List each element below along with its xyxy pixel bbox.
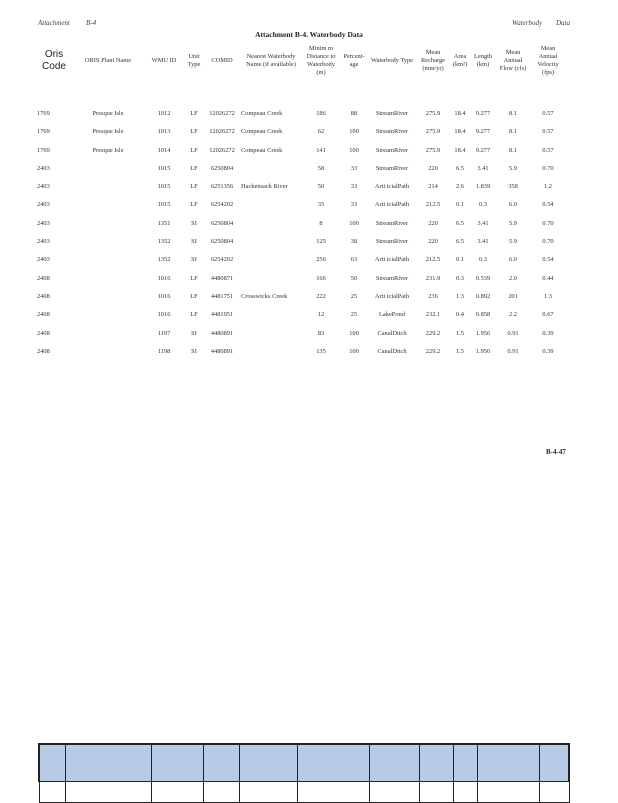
table-cell xyxy=(240,215,302,233)
table-cell: 6250804 xyxy=(210,164,234,172)
table-cell: 220 xyxy=(428,164,438,172)
table-cell: 2403 xyxy=(37,201,50,209)
table-cell: 1013 xyxy=(157,128,171,136)
table-cell: 9.277 xyxy=(475,110,491,117)
header-attachment-label: Attachment xyxy=(38,19,70,27)
page-title: Attachment B-4. Waterbody Data xyxy=(255,30,363,39)
table-row xyxy=(36,270,566,288)
table-cell: 0.44 xyxy=(542,274,554,282)
column-header: Waterbody Type xyxy=(370,57,414,64)
table-cell: 2.0 xyxy=(509,274,517,282)
table-cell: 220 xyxy=(428,238,438,246)
table-cell: StreamRiver xyxy=(375,146,409,154)
column-header: Percent-age xyxy=(343,53,365,68)
table-cell: 63 xyxy=(350,256,358,264)
table-cell: CanalDitch xyxy=(377,329,407,337)
column-header: Mean Recharge (mm/yr) xyxy=(420,49,445,72)
table-cell: 1016 xyxy=(157,274,171,282)
table-cell: LF xyxy=(190,164,198,172)
table-cell: 0.39 xyxy=(542,329,554,337)
table-cell: 6250804 xyxy=(210,219,234,227)
table-cell: 275.9 xyxy=(425,110,441,117)
table-cell: 100 xyxy=(349,146,359,154)
table-row xyxy=(36,325,566,343)
table-cell: LF xyxy=(190,292,198,300)
table-cell: 33 xyxy=(350,183,358,191)
table-cell: 229.2 xyxy=(425,329,441,337)
table-cell: Crosswicks Creek xyxy=(241,292,288,300)
table-cell: 1015 xyxy=(157,183,171,191)
table-cell: LF xyxy=(190,311,198,319)
table-cell: 38 xyxy=(350,238,358,246)
table-row xyxy=(36,233,566,251)
table-cell xyxy=(72,215,144,233)
footer-table-fragment xyxy=(38,743,570,803)
table-cell: 6254202 xyxy=(210,256,234,264)
table-cell: 0.57 xyxy=(542,128,554,136)
table-cell: 1.956 xyxy=(475,329,491,337)
column-header: Length (km) xyxy=(473,53,493,68)
table-row xyxy=(36,215,566,233)
table-cell: SI xyxy=(191,256,197,264)
table-cell: 0.54 xyxy=(542,256,554,264)
table-cell: 0.3 xyxy=(479,201,487,209)
table-cell: 18.4 xyxy=(454,110,466,117)
column-header: Nearest Waterbody Name (if available) xyxy=(246,53,296,68)
table-cell: 18.4 xyxy=(454,146,466,154)
table-cell xyxy=(72,343,144,361)
table-cell: 1352 xyxy=(157,256,171,264)
table-cell: LF xyxy=(190,274,198,282)
table-cell: 212.5 xyxy=(425,256,441,264)
table-cell: 0.57 xyxy=(542,110,554,117)
table-cell: 2408 xyxy=(37,274,50,282)
table-cell: 135 xyxy=(316,347,326,355)
table-cell: 33 xyxy=(350,201,358,209)
table-cell: 256 xyxy=(316,256,326,264)
table-cell: 3.41 xyxy=(477,219,489,227)
column-header: Oris Code xyxy=(42,49,66,72)
table-cell: 1.5 xyxy=(456,347,464,355)
table-cell: 3.41 xyxy=(477,238,489,246)
table-cell: Compeau Creek xyxy=(241,110,283,117)
table-cell xyxy=(240,160,302,178)
table-cell: 1197 xyxy=(157,329,171,337)
header-section-label: Waterbody xyxy=(512,19,543,27)
header-section-word: Data xyxy=(556,19,570,27)
table-cell: 1.956 xyxy=(475,347,491,355)
table-row xyxy=(36,123,566,141)
column-header: ORIS Plant Name xyxy=(84,57,132,64)
table-cell: 1769 xyxy=(37,110,50,117)
table-cell: 0.54 xyxy=(542,201,554,209)
table-cell: 1351 xyxy=(157,219,171,227)
table-cell: 9.277 xyxy=(475,146,491,154)
table-cell xyxy=(72,288,144,306)
table-cell: 12026272 xyxy=(209,128,235,136)
column-header: WMU ID xyxy=(151,57,177,64)
table-cell xyxy=(72,325,144,343)
column-header: Mean Annual Flow (cfs) xyxy=(499,49,527,72)
table-cell xyxy=(240,325,302,343)
table-cell: 100 xyxy=(349,128,359,136)
table-cell: Presque Isle xyxy=(92,128,124,136)
table-cell: 1016 xyxy=(157,292,171,300)
table-cell: 2403 xyxy=(37,183,50,191)
table-cell: 2403 xyxy=(37,238,50,246)
table-cell: LF xyxy=(190,146,198,154)
table-cell: 1.5 xyxy=(456,329,464,337)
table-cell: 275.9 xyxy=(425,146,441,154)
table-cell: 0.539 xyxy=(475,274,491,282)
table-cell: 8 xyxy=(319,219,323,227)
table-row xyxy=(36,306,566,324)
table-cell: 1.2 xyxy=(544,183,552,191)
table-cell: 0.1 xyxy=(456,256,464,264)
table-cell: 1015 xyxy=(157,201,171,209)
table-cell: StreamRiver xyxy=(375,128,409,136)
table-cell: 2408 xyxy=(37,329,50,337)
table-cell: LF xyxy=(190,183,198,191)
page-number: B-4-47 xyxy=(546,448,566,456)
table-cell: 2403 xyxy=(37,219,50,227)
table-cell: 0.91 xyxy=(507,347,519,355)
table-row xyxy=(36,142,566,160)
column-header: Area (km²) xyxy=(452,53,468,68)
table-cell xyxy=(240,343,302,361)
table-cell: 125 xyxy=(316,238,326,246)
table-cell: Arti icialPath xyxy=(374,183,410,191)
table-cell: 0.67 xyxy=(542,311,554,319)
table-cell xyxy=(72,251,144,269)
table-cell: 6.5 xyxy=(456,238,464,246)
table-cell xyxy=(240,251,302,269)
table-cell: 0.39 xyxy=(542,347,554,355)
table-cell: Compeau Creek xyxy=(241,146,283,154)
table-cell: 33 xyxy=(350,164,358,172)
table-cell: 1.839 xyxy=(475,183,491,191)
table-cell: 1015 xyxy=(157,164,171,172)
table-cell: 8.1 xyxy=(509,110,517,117)
table-cell: Hackensack River xyxy=(241,183,288,191)
table-cell xyxy=(72,306,144,324)
table-cell: 2.6 xyxy=(456,183,464,191)
table-cell: 1769 xyxy=(37,128,50,136)
table-cell: 201 xyxy=(508,292,518,300)
table-cell: 25 xyxy=(350,292,358,300)
table-row xyxy=(36,178,566,196)
table-cell: 4481751 xyxy=(210,292,234,300)
table-cell: Arti icialPath xyxy=(374,201,410,209)
table-cell: 220 xyxy=(428,219,438,227)
table-cell: 1352 xyxy=(157,238,171,246)
table-row xyxy=(36,196,566,214)
table-cell: 9.277 xyxy=(475,128,491,136)
table-cell: 212.5 xyxy=(425,201,441,209)
table-cell: 12026272 xyxy=(209,110,235,117)
table-cell: 0.858 xyxy=(475,311,491,319)
table-cell: 5.9 xyxy=(509,238,517,246)
table-cell: 35 xyxy=(317,201,325,209)
table-cell: StreamRiver xyxy=(375,238,409,246)
column-header: COMID xyxy=(211,57,233,64)
waterbody-data-table xyxy=(36,41,566,361)
table-cell: CanalDitch xyxy=(377,347,407,355)
table-cell: 0.70 xyxy=(542,238,554,246)
table-cell: 222 xyxy=(316,292,326,300)
table-cell: StreamRiver xyxy=(375,219,409,227)
table-cell: 0.57 xyxy=(542,146,554,154)
table-cell: 12026272 xyxy=(209,146,235,154)
table-cell: 275.9 xyxy=(425,128,441,136)
table-cell: 100 xyxy=(349,329,359,337)
table-cell: Arti icialPath xyxy=(374,292,410,300)
table-cell: 0.1 xyxy=(456,201,464,209)
table-cell: 0.91 xyxy=(507,329,519,337)
footer-table-header-band xyxy=(39,744,569,782)
table-row xyxy=(36,288,566,306)
table-cell xyxy=(72,270,144,288)
table-cell: 358 xyxy=(508,183,518,191)
table-cell: LF xyxy=(190,201,198,209)
table-cell: 141 xyxy=(316,146,326,154)
table-cell: 0.70 xyxy=(542,164,554,172)
table-cell: SI xyxy=(191,347,197,355)
table-cell xyxy=(72,178,144,196)
table-cell: SI xyxy=(191,329,197,337)
table-cell: 83 xyxy=(317,329,325,337)
table-cell: 214 xyxy=(428,183,438,191)
table-cell: 6250804 xyxy=(210,238,234,246)
table-cell: 0.70 xyxy=(542,219,554,227)
table-header-row xyxy=(36,41,566,81)
table-cell: 4480871 xyxy=(210,274,234,282)
table-cell: StreamRiver xyxy=(375,110,409,117)
table-cell: 2403 xyxy=(37,256,50,264)
table-cell xyxy=(72,160,144,178)
table-cell xyxy=(240,306,302,324)
table-cell: 5.9 xyxy=(509,219,517,227)
table-cell: 6254202 xyxy=(210,201,234,209)
table-cell: 2403 xyxy=(37,164,50,172)
table-cell: 229.2 xyxy=(425,347,441,355)
column-header: Unit Type xyxy=(187,53,201,68)
table-cell: 3.41 xyxy=(477,164,489,172)
table-cell xyxy=(240,196,302,214)
table-cell: 58 xyxy=(317,164,325,172)
table-cell: 5.9 xyxy=(509,164,517,172)
table-cell: 1014 xyxy=(157,146,171,154)
table-cell: 25 xyxy=(350,311,358,319)
table-cell: 1012 xyxy=(157,110,171,117)
table-cell: 0.3 xyxy=(479,256,487,264)
table-cell: 6251356 xyxy=(210,183,234,191)
table-cell: 18.4 xyxy=(454,128,466,136)
table-row xyxy=(36,343,566,361)
table-cell: 88 xyxy=(350,110,358,117)
table-cell xyxy=(72,233,144,251)
table-cell: 232.1 xyxy=(425,311,441,319)
table-cell: 62 xyxy=(317,128,325,136)
table-cell: 2408 xyxy=(37,311,50,319)
table-cell xyxy=(240,270,302,288)
table-cell: 4480891 xyxy=(210,347,234,355)
table-cell: 50 xyxy=(350,274,358,282)
table-cell: 0.3 xyxy=(456,274,464,282)
table-cell: SI xyxy=(191,219,197,227)
table-cell: 8.1 xyxy=(509,146,517,154)
table-cell: 6.0 xyxy=(509,201,517,209)
table-cell: 1.3 xyxy=(456,292,464,300)
table-cell: 50 xyxy=(317,183,325,191)
table-cell: 186 xyxy=(316,110,326,117)
table-cell: 2408 xyxy=(37,347,50,355)
table-cell: 2408 xyxy=(37,292,50,300)
table-cell: 1016 xyxy=(157,311,171,319)
table-cell: Presque Isle xyxy=(92,146,124,154)
table-cell: 12 xyxy=(317,311,325,319)
footer-table-row xyxy=(39,782,569,803)
table-cell: Compeau Creek xyxy=(241,128,283,136)
table-cell: SI xyxy=(191,238,197,246)
table-body xyxy=(36,105,566,361)
column-header: Minim m Distance to Waterbody (m) xyxy=(306,45,336,76)
table-cell xyxy=(72,196,144,214)
table-cell: 1.3 xyxy=(544,292,552,300)
table-cell: 8.1 xyxy=(509,128,517,136)
table-cell: 4481951 xyxy=(210,311,234,319)
table-cell: 4480891 xyxy=(210,329,234,337)
table-cell: Arti icialPath xyxy=(374,256,410,264)
table-cell xyxy=(240,233,302,251)
table-row xyxy=(36,105,566,123)
table-cell: LakePond xyxy=(379,311,405,319)
table-cell: Presque Isle xyxy=(92,110,124,117)
table-cell: 6.0 xyxy=(509,256,517,264)
table-cell: 0.892 xyxy=(475,292,491,300)
table-cell: 236 xyxy=(428,292,438,300)
table-cell: 6.5 xyxy=(456,219,464,227)
table-cell: LF xyxy=(190,128,198,136)
table-cell: StreamRiver xyxy=(375,274,409,282)
table-cell: StreamRiver xyxy=(375,164,409,172)
table-cell: 166 xyxy=(316,274,326,282)
table-cell: 100 xyxy=(349,219,359,227)
table-cell: LF xyxy=(190,110,198,117)
table-cell: 1769 xyxy=(37,146,50,154)
column-header: Mean Annual Velocity (fps) xyxy=(537,45,559,76)
table-row xyxy=(36,160,566,178)
table-cell: 1198 xyxy=(157,347,171,355)
table-cell: 100 xyxy=(349,347,359,355)
table-cell: 2.2 xyxy=(509,311,517,319)
header-attachment-code: B-4 xyxy=(86,19,97,27)
table-cell: 231.9 xyxy=(425,274,441,282)
table-cell: 0.4 xyxy=(456,311,464,319)
table-cell: 6.5 xyxy=(456,164,464,172)
table-row xyxy=(36,251,566,269)
